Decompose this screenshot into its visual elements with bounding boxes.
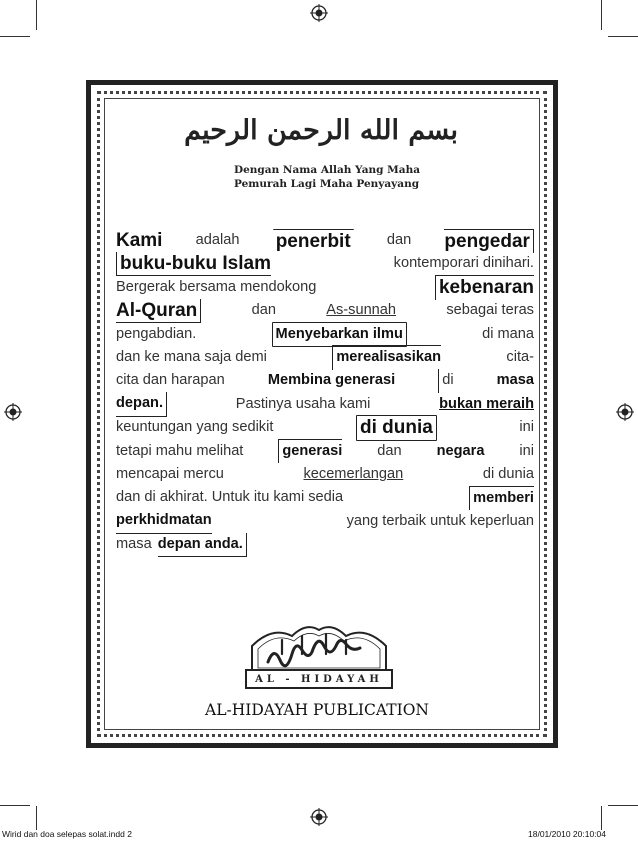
text: cita- (506, 348, 534, 365)
translation-line-1: Dengan Nama Allah Yang Maha (234, 164, 421, 176)
text: tetapi mahu melihat (116, 442, 244, 459)
crop-mark (0, 36, 30, 37)
paragraph-line (116, 463, 534, 486)
text-boxed: memberi (469, 486, 534, 510)
mission-paragraph (116, 229, 534, 556)
crop-mark (608, 805, 638, 806)
text-boxed: buku-buku Islam (116, 252, 271, 276)
publisher-name (0, 701, 638, 719)
text-boxed: generasi (278, 439, 342, 463)
text-boxed: depan. (116, 392, 167, 416)
paragraph-line (116, 276, 534, 299)
text-underlined: perkhidmatan (116, 509, 212, 533)
registration-mark-icon (4, 403, 22, 421)
text: di mana (482, 325, 534, 342)
paragraph-line (116, 416, 534, 439)
text: yang terbaik untuk keperluan (346, 512, 534, 529)
text-boxed: kebenaran (435, 275, 534, 299)
text: masa (116, 536, 152, 553)
text: Pastinya usaha kami (235, 395, 371, 412)
bismillah-text: بسم الله الرحمن الرحيم (184, 115, 458, 146)
crop-mark (36, 806, 37, 830)
text: dan (251, 302, 276, 319)
text: di (438, 369, 453, 392)
paragraph-line (116, 440, 534, 463)
paragraph-line (116, 346, 534, 369)
registration-mark-icon (310, 808, 328, 826)
text: pengabdian. (116, 325, 197, 342)
paragraph-line (116, 393, 534, 416)
logo-band-text: AL - HIDAYAH (255, 674, 383, 685)
text-underlined: bukan meraih (439, 395, 534, 412)
publisher-text: AL-HIDAYAH PUBLICATION (205, 701, 429, 719)
crop-mark (601, 806, 602, 830)
text: dan (377, 442, 402, 459)
text: dan (386, 232, 412, 248)
crop-mark (608, 36, 638, 37)
text: ini (519, 419, 534, 436)
text: sebagai teras (446, 302, 534, 319)
text-boxed: di dunia (356, 415, 437, 440)
text-underlined: kecemerlangan (303, 465, 404, 482)
text: ini (519, 442, 534, 459)
text-boxed: penerbit (273, 229, 354, 253)
text: dan ke mana saja demi (116, 348, 267, 365)
text-boxed: Menyebarkan ilmu (272, 322, 407, 347)
text: dan di akhirat. Untuk itu kami sedia (116, 489, 344, 506)
text-boxed: merealisasikan (332, 345, 441, 369)
paragraph-line (116, 510, 534, 533)
registration-mark-icon (616, 403, 634, 421)
paragraph-line (116, 252, 534, 275)
text-bold: masa (496, 372, 534, 389)
text-boxed: pengedar (444, 229, 534, 253)
text-boxed: depan anda. (158, 533, 247, 557)
paragraph-line (116, 369, 534, 392)
text: cita dan harapan (116, 372, 225, 389)
text-bold: negara (436, 442, 485, 459)
paragraph-line (116, 299, 534, 322)
text-bold: Kami (116, 230, 163, 251)
text: kontemporari dinihari. (393, 255, 534, 272)
bismillah-calligraphy (184, 114, 458, 148)
text: mencapai mercu (116, 465, 224, 482)
text-underlined: As-sunnah (326, 302, 397, 319)
crop-mark (36, 0, 37, 30)
paragraph-line (116, 486, 534, 509)
text-bold: Membina generasi (267, 372, 396, 389)
paragraph-line (116, 533, 534, 556)
registration-mark-icon (310, 4, 328, 22)
text: keuntungan yang sedikit (116, 419, 274, 436)
slug-timestamp: 18/01/2010 20:10:04 (528, 829, 606, 839)
paragraph-line (116, 323, 534, 346)
crop-mark (601, 0, 602, 30)
crop-mark (0, 805, 30, 806)
slug-filename: Wirid dan doa selepas solat.indd 2 (2, 829, 132, 839)
paragraph-line (116, 229, 534, 252)
text: adalah (195, 232, 240, 248)
text-boxed: Al-Quran (116, 299, 201, 323)
text: Bergerak bersama mendokong (116, 278, 317, 295)
bismillah-translation (234, 163, 420, 191)
text: di dunia (482, 465, 534, 482)
translation-line-2: Pemurah Lagi Maha Penyayang (234, 178, 420, 190)
